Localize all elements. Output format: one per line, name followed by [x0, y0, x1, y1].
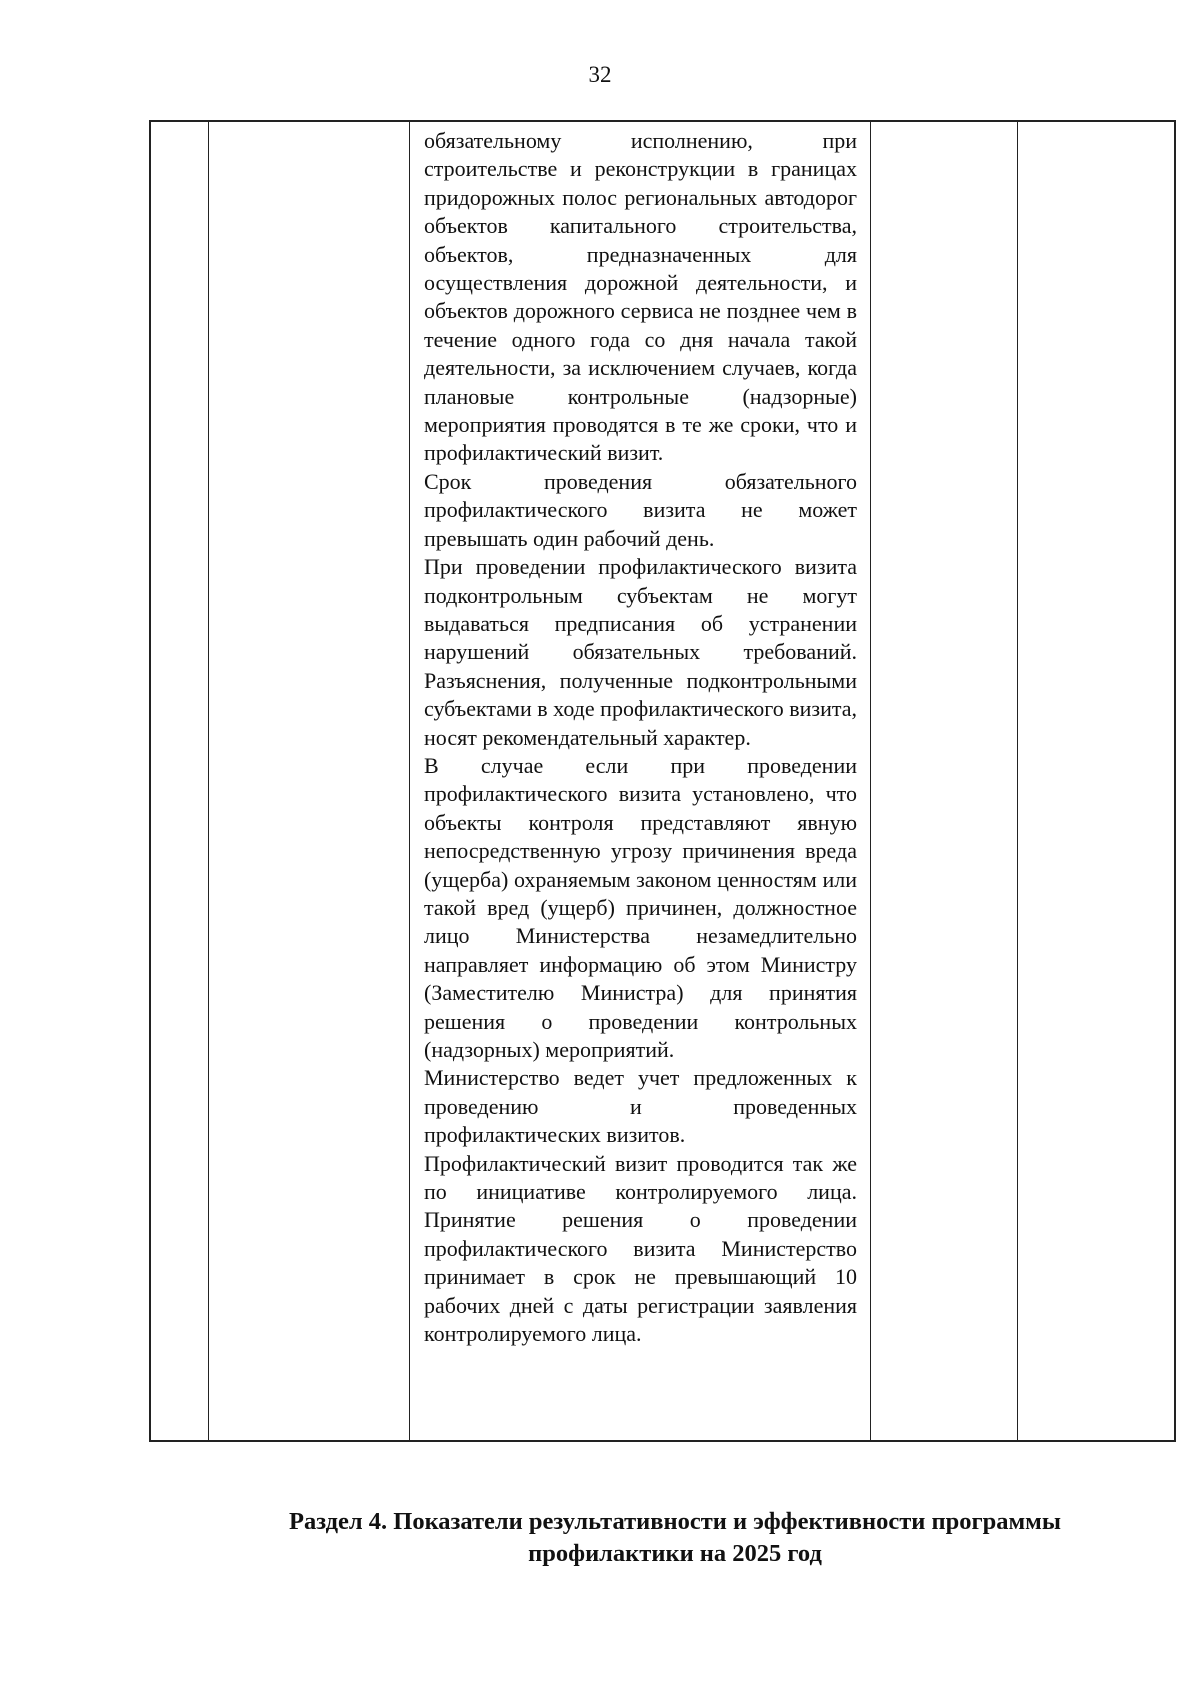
description-paragraph: В случае если при проведении профилактического визита установлено, что объекты контроля представляют явную непосредственную угрозу причинения вреда (ущерба) охраняемым законом ценностям или такой вред (ущерб) причинен, должностное лицо Министерства незамедлительно направляет информацию об этом Министру (Заместителю Министра) для принятия решения о проведении контрольных (надзорных) мероприятий. — [424, 752, 857, 1062]
table-cell-deadline — [871, 122, 1018, 1440]
table-cell-number — [151, 122, 209, 1440]
table-cell-description — [410, 122, 871, 1440]
page-number: 32 — [588, 62, 612, 87]
description-paragraph: Профилактический визит проводится так же по инициативе контролируемого лица. Принятие решения о проведении профилактического визита Министерство принимает в срок не превышающий 10 рабочих дней с даты регистрации заявления контролируемого лица. — [424, 1150, 857, 1347]
section-heading: Раздел 4. Показатели результативности и эффективности программы профилактики на 2025 год — [289, 1508, 1061, 1567]
description-paragraph: обязательному исполнению, при строительстве и реконструкции в границах придорожных полос региональных автодорог объектов капитального строительства, объектов, предназначенных для осуществления дорожной деятельности, и объектов дорожного сервиса не позднее чем в течение одного года со дня начала такой деятельности, за исключением случаев, когда плановые контрольные (надзорные) мероприятия проводятся в те же сроки, что и профилактический визит. — [424, 128, 857, 466]
table-cell-responsible — [1018, 122, 1174, 1440]
description-paragraph: При проведении профилактического визита подконтрольным субъектам не могут выдаваться предписания об устранении нарушений обязательных требований. Разъяснения, полученные подконтрольными субъектами в ходе профилактического визита, носят рекомендательный характер. — [424, 554, 857, 750]
continuation-table — [149, 120, 1176, 1442]
description-paragraph: Срок проведения обязательного профилактического визита не может превышать один рабочий день. — [424, 468, 857, 551]
description-paragraph: Министерство ведет учет предложенных к проведению и проведенных профилактических визитов. — [424, 1065, 857, 1148]
table-cell-measure-name — [209, 122, 410, 1440]
